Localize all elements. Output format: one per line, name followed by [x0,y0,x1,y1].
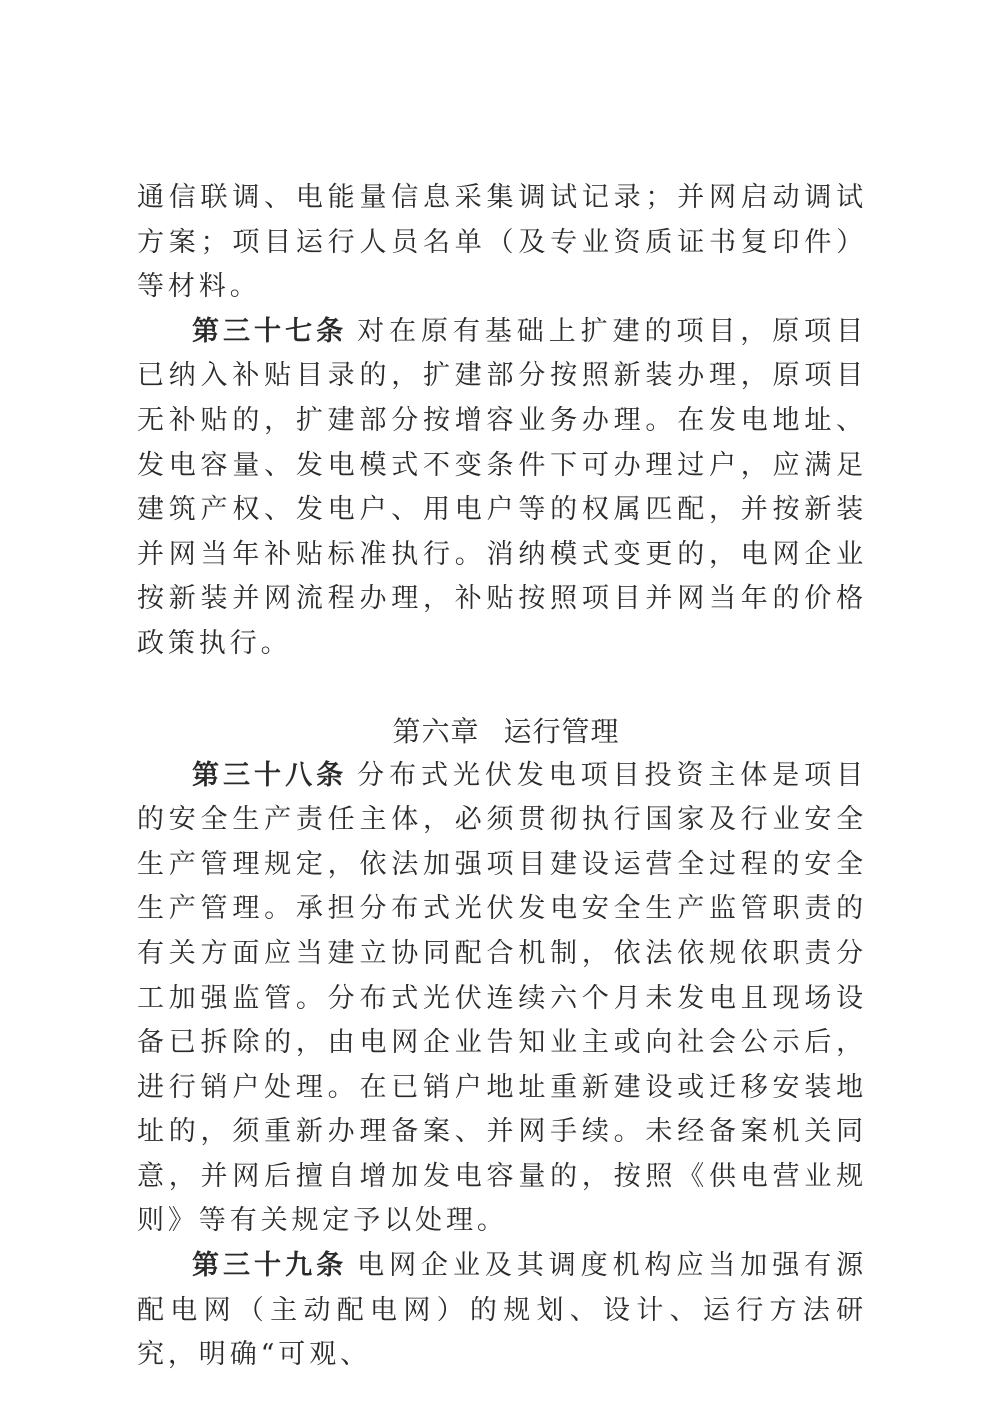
document-body [137,176,867,1378]
article-38 [137,754,867,1245]
paragraph-continuation: 通信联调、电能量信息采集调试记录；并网启动调试方案；项目运行人员名单（及专业资质证书复印件）等材料。 [137,182,867,303]
article-39-text: 电网企业及其调度机构应当加强有源配电网（主动配电网）的规划、设计、运行方法研究，明确“可观、 [137,1250,868,1371]
article-39 [137,1244,867,1378]
article-37 [137,310,867,667]
chapter-title: 运行管理 [503,714,620,748]
article-37-label: 第三十七条 [192,315,348,347]
article-39-label: 第三十九条 [192,1250,348,1282]
article-38-text: 分布式光伏发电项目投资主体是项目的安全生产责任主体，必须贯彻执行国家及行业安全生产管理规定，依法加强项目建设运营全过程的安全生产管理。承担分布式光伏发电安全生产监管职责的有关方面应当建立协同配合机制，依法依规依职责分工加强监管。分布式光伏连续六个月未发电且现场设备已拆除的，由电网企业告知业主或向社会公示后，进行销户处理。在已销户地址重新建设或迁移安装地址的，须重新办理备案、并网手续。未经备案机关同意，并网后擅自增加发电容量的，按照《供电营业规则》等有关规定予以处理。 [137,759,868,1237]
article-37-text: 对在原有基础上扩建的项目，原项目已纳入补贴目录的，扩建部分按照新装办理，原项目无补贴的，扩建部分按增容业务办理。在发电地址、发电容量、发电模式不变条件下可办理过户，应满足建筑产权、发电户、用电户等的权属匹配，并按新装并网当年补贴标准执行。消纳模式变更的，电网企业按新装并网流程办理，补贴按照项目并网当年的价格政策执行。 [137,315,868,659]
chapter-heading [137,710,867,754]
article-38-label: 第三十八条 [192,759,348,791]
chapter-number: 第六章 [392,714,480,748]
